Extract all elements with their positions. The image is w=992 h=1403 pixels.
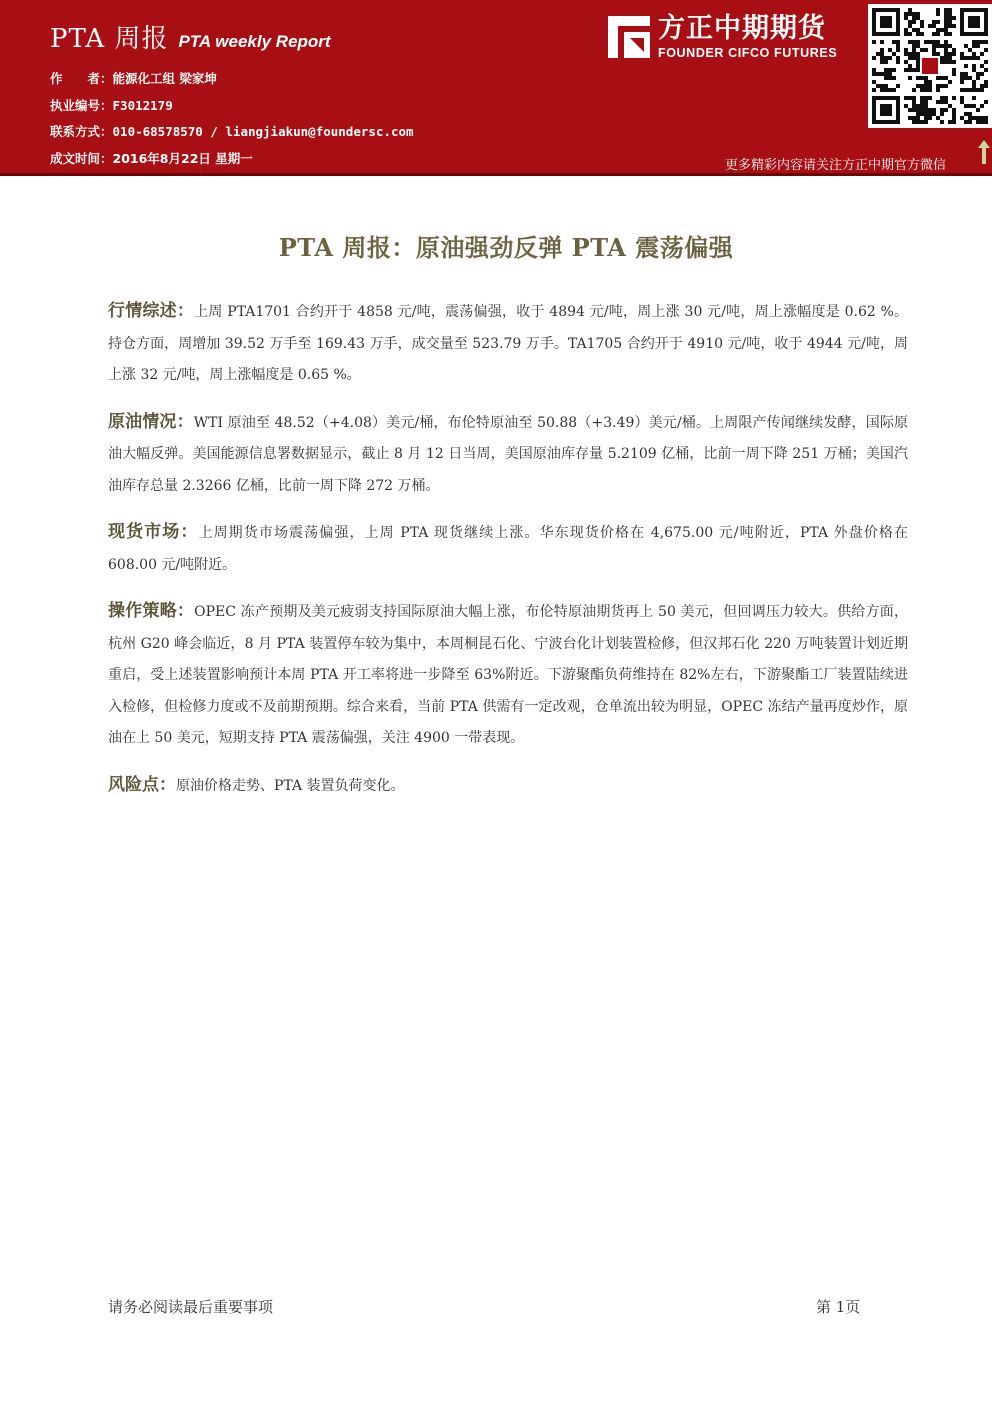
author-label: 作 者：	[50, 71, 113, 86]
section-text: 原油价格走势、PTA 装置负荷变化。	[176, 777, 405, 794]
arrow-up-icon	[978, 140, 990, 164]
report-meta	[50, 66, 414, 172]
section-crude-oil	[108, 407, 908, 503]
license-label: 执业编号：	[50, 97, 113, 113]
section-spot-market	[108, 517, 908, 581]
section-strategy	[108, 596, 908, 755]
date-row	[50, 146, 414, 173]
section-lead: 现货市场：	[108, 522, 199, 542]
contact-label: 联系方式：	[50, 124, 113, 139]
report-title-cn: PTA 周报	[50, 24, 169, 54]
section-risk	[108, 770, 908, 803]
page-number: 第 1页	[816, 1298, 861, 1316]
report-title	[50, 18, 331, 55]
author-value: 能源化工组 梁家坤	[112, 71, 217, 86]
section-lead: 原油情况：	[108, 411, 194, 432]
section-text: 上周期货市场震荡偏强，上周 PTA 现货继续上涨。华东现货价格在 4,675.00 元/吨附近，PTA 外盘价格在 608.00 元/吨附近。	[108, 525, 909, 573]
license-row	[50, 93, 414, 120]
section-lead: 行情综述：	[108, 301, 195, 321]
page-title: PTA 周报：原油强劲反弹 PTA 震荡偏强	[278, 233, 734, 262]
header-divider	[0, 173, 992, 176]
section-text: WTI 原油至 48.52（+4.08）美元/桶，布伦特原油至 50.88（+3.49）美元/桶。上周限产传闻继续发酵，国际原油大幅反弹。美国能源信息署数据显示，截止 8 月 12 日当周，美国原油库存量 5.2109 亿桶，比前一周下降 251 万桶；美国汽油库存总量 2.3266 亿桶，比前一周下降 272 万桶。	[108, 414, 908, 494]
brand-mark-icon	[608, 16, 650, 58]
section-lead: 风险点：	[108, 774, 176, 795]
license-value: F3012179	[112, 97, 173, 113]
date-label: 成文时间：	[50, 150, 113, 166]
section-text: 上周 PTA1701 合约开于 4858 元/吨，震荡偏强，收于 4894 元/吨，周上涨 30 元/吨，周上涨幅度是 0.62 %。持仓方面，周增加 39.52 万手至 169.43 万手，成交量至 523.79 万手。TA1705 合约开于 4910 元/吨，收于 4944 元/吨，周上涨 32 元/吨，周上涨幅度是 0.65 %。	[108, 304, 908, 383]
section-market-overview	[108, 296, 908, 392]
contact-row	[50, 119, 414, 146]
wechat-note: 更多精彩内容请关注方正中期官方微信	[725, 158, 947, 173]
brand-name-en: FOUNDER CIFCO FUTURES	[658, 46, 838, 60]
brand-logo	[608, 14, 837, 60]
section-text: OPEC 冻产预期及美元疲弱支持国际原油大幅上涨，布伦特原油期货再上 50 美元，但回调压力较大。供给方面，杭州 G20 峰会临近，8 月 PTA 装置停车较为集中，本周桐昆石化、宁波台化计划装置检修，但汉邦石化 220 万吨装置计划近期重启，受上述装置影响预计本周 PTA 开工率将进一步降至 63%附近。下游聚酯负荷维持在 82%左右，下游聚酯工厂装置陆续进入检修，但检修力度或不及前期预期。综合来看，当前 PTA 供需有一定改观，仓单流出较为明显，OPEC 冻结产量再度炒作，原油在上 50 美元，短期支持 PTA 震荡偏强，关注 4900 一带表现。	[108, 604, 908, 746]
author-row	[50, 66, 414, 93]
brand-name-cn: 方正中期期货	[658, 13, 826, 44]
date-value: 2016年8月22日 星期一	[112, 150, 253, 166]
report-title-en: PTA weekly Report	[178, 32, 331, 51]
report-header	[0, 0, 992, 173]
wechat-qr-code-icon	[868, 4, 992, 128]
contact-value: 010-68578570 / liangjiakun@foundersc.com	[112, 124, 414, 139]
section-lead: 操作策略：	[108, 601, 195, 621]
report-body	[108, 296, 908, 817]
footer-notice: 请务必阅读最后重要事项	[108, 1298, 274, 1316]
